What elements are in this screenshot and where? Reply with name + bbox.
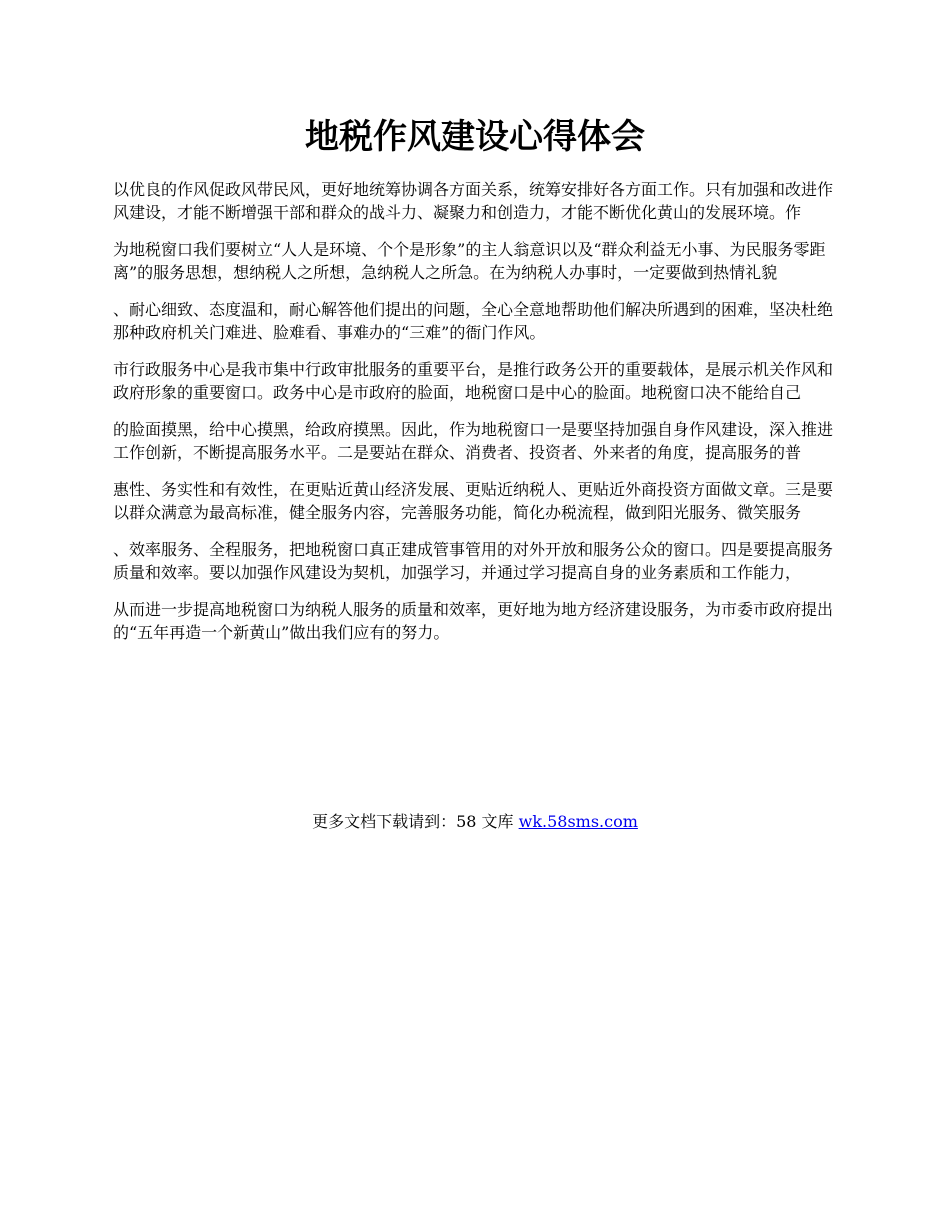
- paragraph-3: 、耐心细致、态度温和，耐心解答他们提出的问题，全心全意地帮助他们解决所遇到的困难，坚决杜绝那种政府机关门难进、脸难看、事难办的“三难”的衙门作风。: [113, 300, 834, 342]
- paragraph-1: 以优良的作风促政风带民风，更好地统筹协调各方面关系，统筹安排好各方面工作。只有加强和改进作风建设，才能不断增强干部和群众的战斗力、凝聚力和创造力，才能不断优化黄山的发展环境。作: [113, 180, 834, 222]
- document-title: 地税作风建设心得体会: [305, 117, 645, 157]
- paragraph-4: 市行政服务中心是我市集中行政审批服务的重要平台，是推行政务公开的重要载体，是展示机关作风和政府形象的重要窗口。政务中心是市政府的脸面，地税窗口是中心的脸面。地税窗口决不能给自己: [113, 360, 834, 402]
- paragraph-7: 、效率服务、全程服务，把地税窗口真正建成管事管用的对外开放和服务公众的窗口。四是要提高服务质量和效率。要以加强作风建设为契机，加强学习，并通过学习提高自身的业务素质和工作能力，: [113, 540, 834, 582]
- paragraph-6: 惠性、务实性和有效性，在更贴近黄山经济发展、更贴近纳税人、更贴近外商投资方面做文章。三是要以群众满意为最高标准，健全服务内容，完善服务功能，简化办税流程，做到阳光服务、微笑服务: [113, 480, 834, 522]
- paragraph-8: 从而进一步提高地税窗口为纳税人服务的质量和效率，更好地为地方经济建设服务，为市委市政府提出的“五年再造一个新黄山”做出我们应有的努力。: [113, 600, 834, 642]
- document-body: [113, 178, 843, 658]
- download-site-link[interactable]: wk.58sms.com: [518, 812, 638, 831]
- footer-prefix-text: 更多文档下载请到：58 文库: [312, 812, 519, 831]
- paragraph-2: 为地税窗口我们要树立“人人是环境、个个是形象”的主人翁意识以及“群众利益无小事、为民服务零距离”的服务思想，想纳税人之所想，急纳税人之所急。在为纳税人办事时，一定要做到热情礼貌: [113, 240, 826, 282]
- paragraph-5: 的脸面摸黑，给中心摸黑，给政府摸黑。因此，作为地税窗口一是要坚持加强自身作风建设，深入推进工作创新，不断提高服务水平。二是要站在群众、消费者、投资者、外来者的角度，提高服务的普: [113, 420, 834, 462]
- download-footer: [0, 810, 950, 834]
